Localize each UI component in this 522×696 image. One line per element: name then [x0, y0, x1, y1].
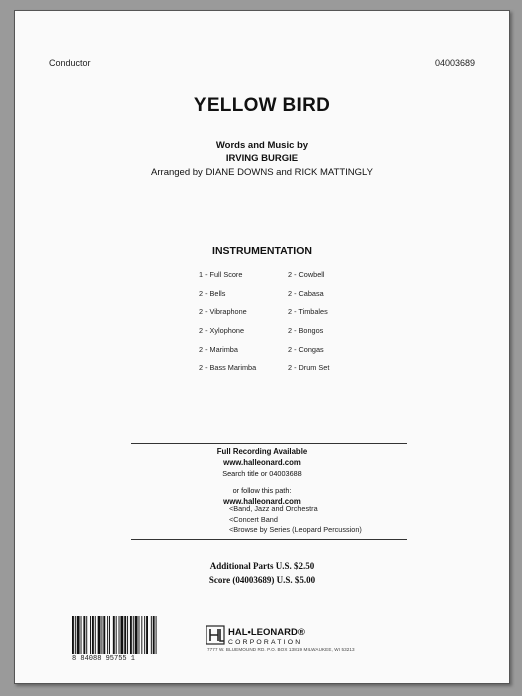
barcode-bar: [141, 616, 142, 654]
barcode-bar: [75, 616, 76, 654]
barcode-bar: [156, 616, 157, 654]
barcode-image: [72, 616, 187, 654]
barcode-bar: [86, 616, 87, 654]
instrument-item: 2 - Congas: [288, 344, 324, 354]
instrumentation-heading: INSTRUMENTATION: [212, 245, 312, 257]
part-label: Conductor: [49, 58, 91, 68]
divider-top: [131, 443, 407, 444]
additional-parts-price: Additional Parts U.S. $2.50: [209, 561, 315, 571]
barcode-bar: [133, 616, 134, 654]
path-item: <Concert Band: [229, 514, 278, 524]
path-item: <Band, Jazz and Orchestra: [229, 504, 318, 513]
barcode-bar: [120, 616, 123, 654]
hal-leonard-logo: [206, 625, 356, 647]
song-title: YELLOW BIRD: [193, 95, 331, 116]
barcode-bar: [130, 616, 132, 654]
instrument-item: 2 - Vibraphone: [199, 307, 247, 317]
prices: [15, 559, 509, 587]
barcode-bar: [139, 616, 140, 654]
instrument-item: 2 - Bells: [199, 288, 226, 298]
credits: [15, 139, 509, 180]
recording-site-link-2[interactable]: www.halleonard.com: [223, 497, 301, 506]
barcode-bar: [101, 616, 102, 654]
barcode-bar: [113, 616, 115, 654]
barcode-bar: [98, 616, 101, 654]
instrument-column-1: [199, 270, 256, 382]
words-music-label: Words and Music by: [215, 140, 309, 151]
instrument-item: 2 - Marimba: [199, 344, 238, 354]
barcode-bar: [83, 616, 85, 654]
sheet-music-cover: [14, 10, 510, 684]
recording-info: [15, 446, 509, 507]
barcode-bar: [107, 616, 108, 654]
barcode-bar: [95, 616, 96, 654]
divider-bottom: [131, 539, 407, 540]
instrument-item: 2 - Bongos: [288, 326, 324, 336]
score-price: Score (04003689) U.S. $5.00: [208, 575, 316, 585]
search-text: Search title or 04003688: [222, 469, 302, 478]
instrument-item: 2 - Cowbell: [288, 270, 325, 279]
instrument-item: 2 - Cabasa: [288, 288, 324, 298]
barcode-bar: [119, 616, 120, 654]
logo-wordmark: HAL•LEONARD®: [228, 627, 305, 638]
barcode-bar: [81, 616, 82, 654]
path-item: <Browse by Series (Leopard Percussion): [229, 525, 362, 535]
follow-text: or follow this path:: [232, 486, 292, 495]
barcode-bar: [146, 616, 148, 654]
barcode-bar: [109, 616, 110, 654]
barcode-bar: [116, 616, 117, 654]
barcode-bar: [124, 616, 126, 654]
instrument-item: 2 - Xylophone: [199, 326, 245, 336]
instrument-item: 2 - Bass Marimba: [199, 363, 257, 373]
instrument-column-2: [288, 270, 329, 382]
barcode-bar: [127, 616, 128, 654]
barcode-bar: [72, 616, 74, 654]
barcode-digits: 8 84088 95755 1: [72, 655, 136, 663]
logo-corporation: CORPORATION: [228, 639, 303, 646]
barcode-bar: [77, 616, 80, 654]
barcode-bar: [151, 616, 152, 654]
catalog-number: 04003689: [434, 58, 475, 68]
instrument-item: 2 - Timbales: [288, 307, 328, 317]
barcode-bar: [153, 616, 155, 654]
instrument-item: 1 - Full Score: [199, 270, 243, 279]
barcode-bar: [144, 616, 145, 654]
barcode-bar: [90, 616, 91, 654]
browse-path: [229, 504, 362, 536]
publisher-address: 7777 W. BLUEMOUND RD. P.O. BOX 13819 MILWAUKEE, WI 53213: [207, 647, 355, 652]
recording-heading: Full Recording Available: [216, 447, 308, 456]
barcode-bar: [135, 616, 138, 654]
barcode-bar: [92, 616, 94, 654]
recording-site-link[interactable]: www.halleonard.com: [223, 458, 301, 467]
arranger-line: Arranged by DIANE DOWNS and RICK MATTINGLY: [151, 167, 373, 178]
instrument-item: 2 - Drum Set: [288, 363, 330, 373]
barcode-bar: [103, 616, 105, 654]
composer-name: IRVING BURGIE: [225, 153, 299, 164]
